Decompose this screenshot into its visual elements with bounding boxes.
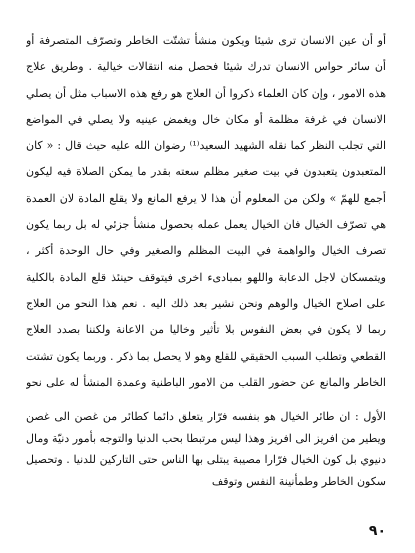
body-paragraph-1 (26, 28, 386, 398)
paragraph-2-text: الأول : ان طائر الخيال هو بنفسه فرّار يتعلق دائما كطائر من غصن الى غصن ويطير من افريز الى افريز وهذا ليس مرتبطا بحب الدنيا والتوجه بأمور دنيّة ومال دنيوي بل كون الخيال فرّارا مصيبة يبتلى بها الناس حتى التاركين للدنيا . وتحصيل سكون الخاطر وطمأنينة النفس وتوقف (26, 410, 386, 488)
paragraph-1-text: أو أن عين الانسان ترى شيئا ويكون منشأ تشتّت الخاطر وتصرّف المتصرفة أو أن سائر حواس الانسان تدرك شيئا فحصل منه انتقالات خيالية . وطريق علاج هذه الامور ، وإن كان العلماء ذكروا أن العلاج هو رفع هذه الاسباب مثل أن يصلي الانسان في غرفة مظلمة أو مكان خال ويغمض عينيه ولا يصلي في المواضع التي تجلب النظر كما نقله الشهيد السعيد⁽¹⁾ رضوان الله عليه حيث قال : « كان المتعبدون يتعبدون في بيت صغير مظلم سعته بقدر ما يمكن الصلاة فيه ليكون أجمع للهمّ » ولكن من المعلوم أن هذا لا يرفع المانع ولا يقلع المادة لان العمدة هي تصرّف الخيال فان الخيال يعمل عمله بحصول منشأ جزئي له بل ربما يكون تصرف الخيال والواهمة في البيت المظلم والصغير وفي حال الوحدة أكثر ، ويتمسكان لاجل الدعابة واللهو بمبادىء اخرى فيتوقف حينئذ قلع المادة بالكلية على اصلاح الخيال والوهم ونحن نشير بعد ذلك اليه . نعم هذا النحو من العلاج ربما لا يكون في بعض النفوس بلا تأثير وخاليا من الاعانة ولكننا بصدد العلاج القطعي وتطلب السبب الحقيقي للقلع وهو لا يحصل بما ذكر . وربما يكون تشتت الخاطر والمانع عن حضور القلب من الامور الباطنية وعمدة المنشأ له على نحو (26, 34, 386, 389)
body-paragraph-2 (26, 406, 386, 514)
page-number: ٩٠ (368, 523, 386, 539)
